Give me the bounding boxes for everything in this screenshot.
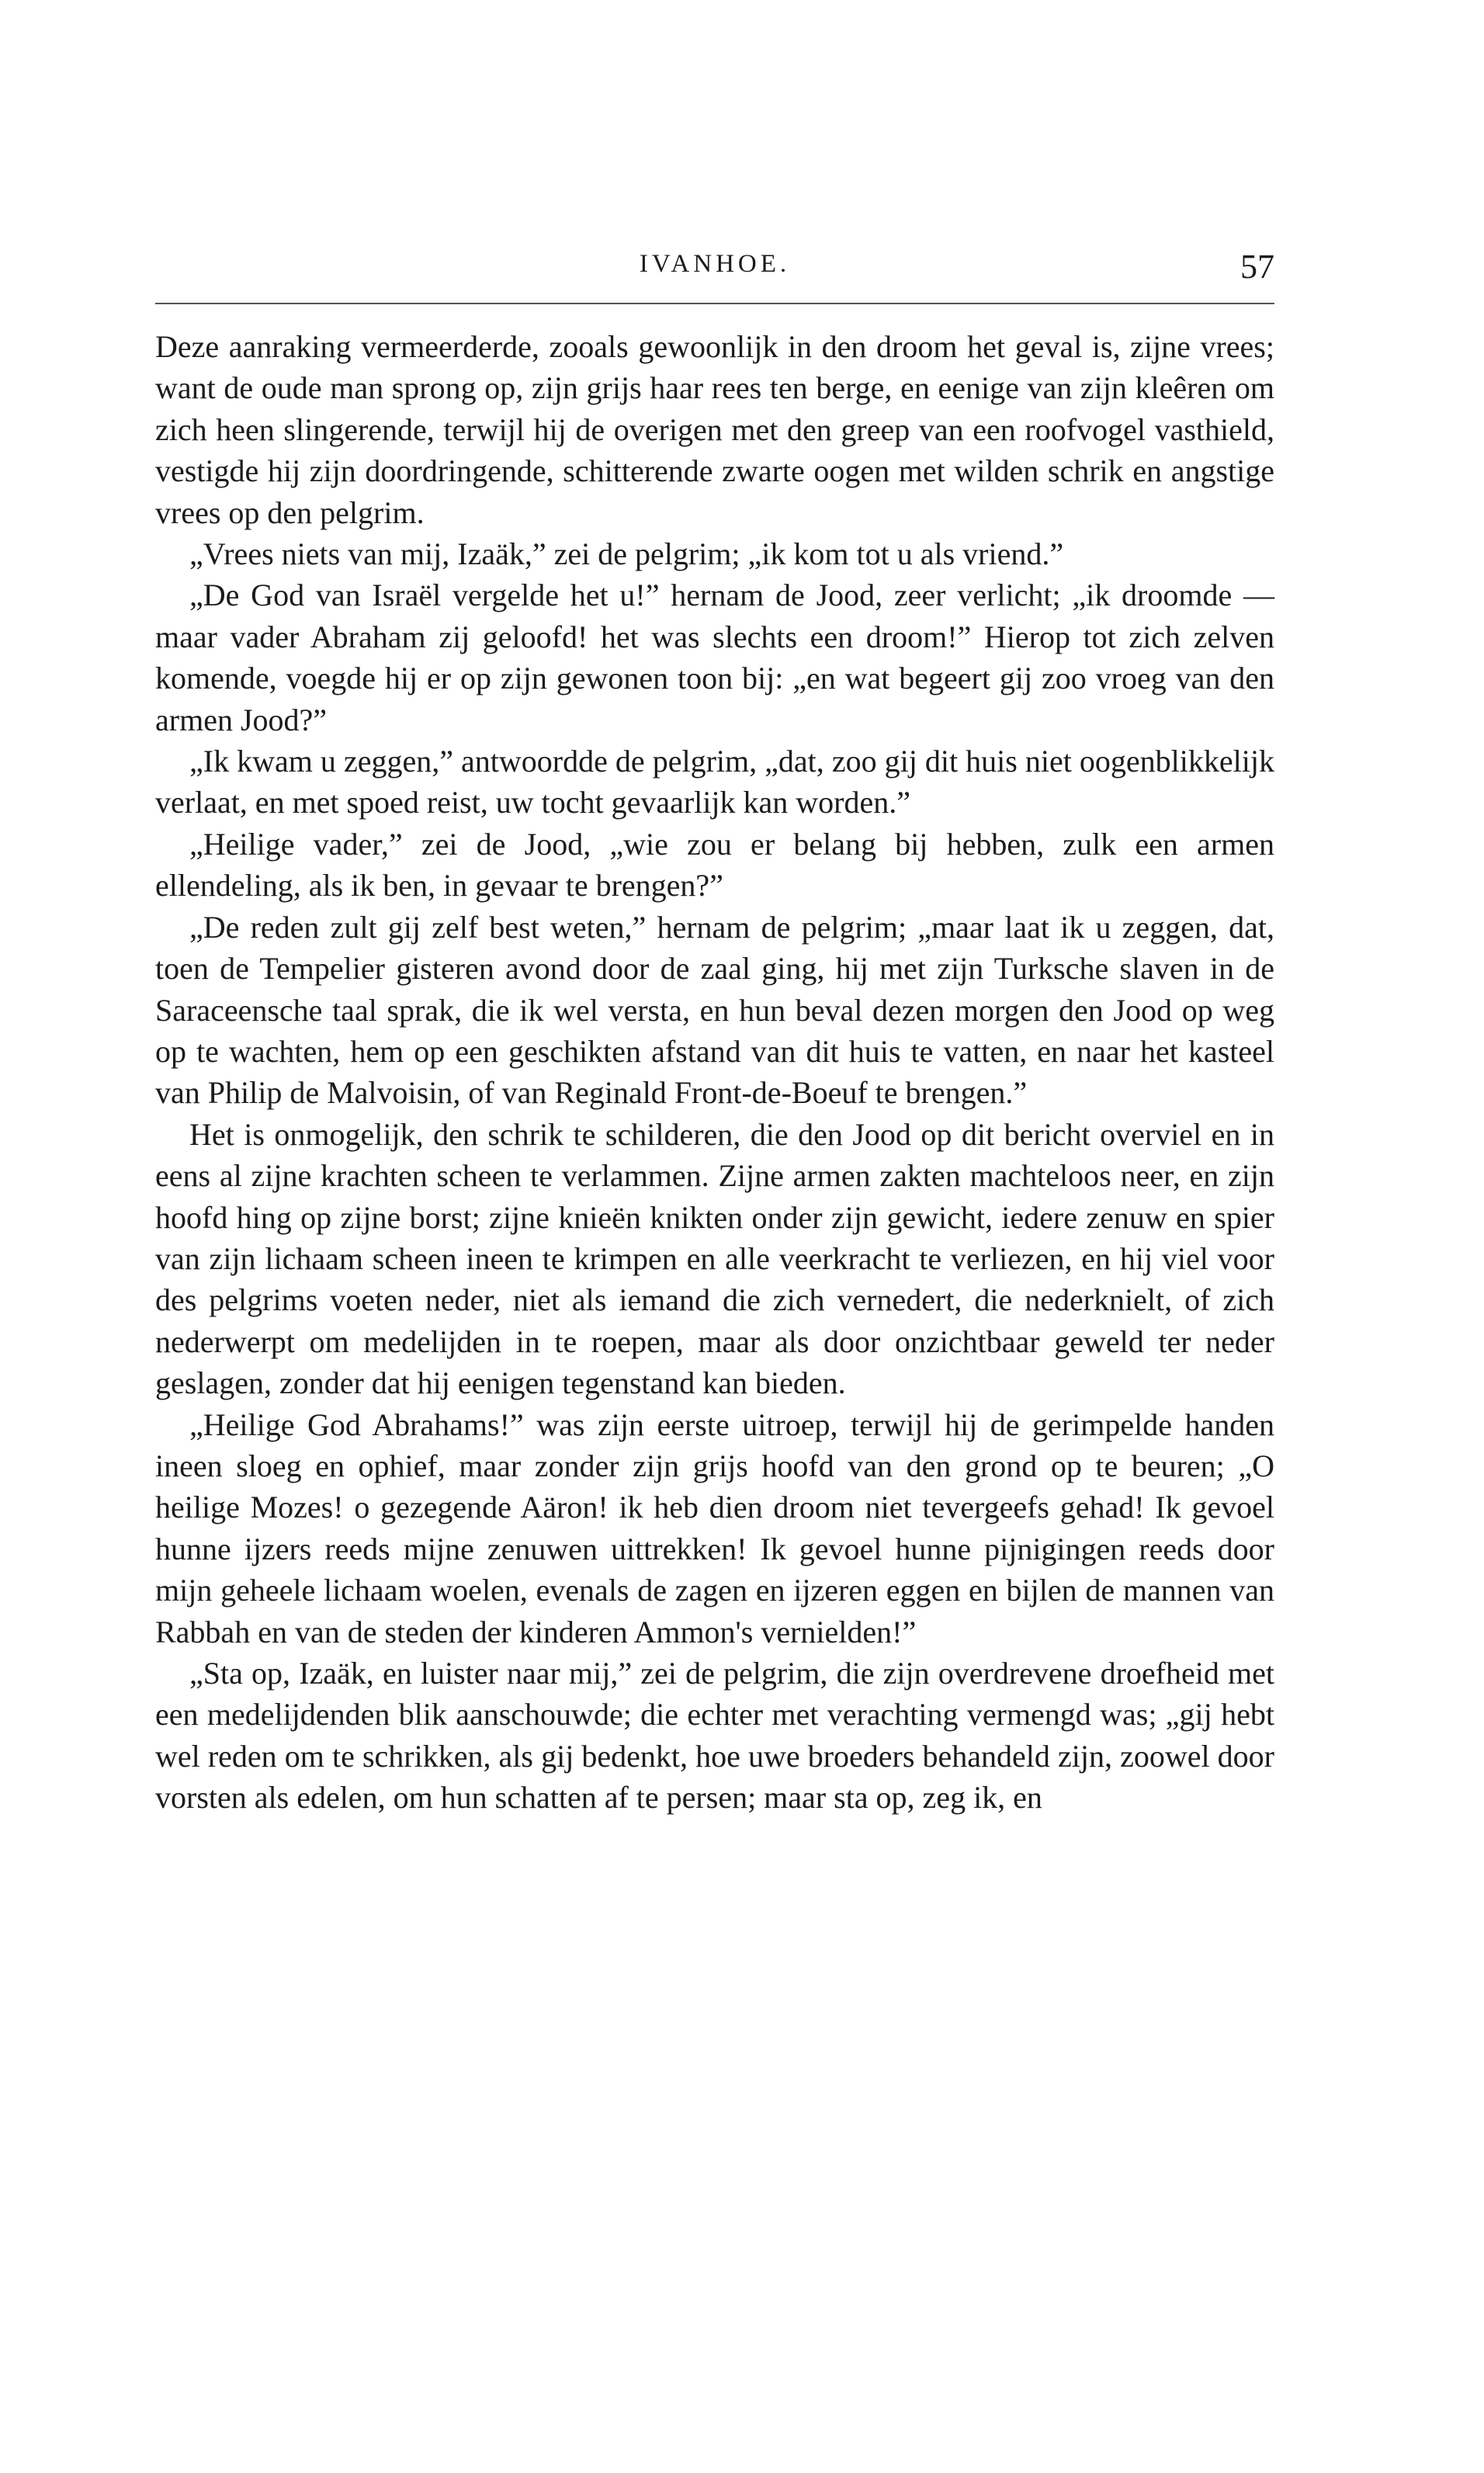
paragraph-7: Het is onmogelijk, den schrik te schilderen, die den Jood op dit bericht overviel en in eens al zijne krachten scheen te verlammen. Zijne armen zakten machteloos neer, en zijn hoofd hing op zijne borst; zijne knieën knikten onder zijn gewicht, iedere zenuw en spier van zijn lichaam scheen ineen te krimpen en alle veerkracht te verliezen, en hij viel voor des pelgrims voeten neder, niet als iemand die zich vernedert, die nederknielt, of zich nederwerpt om medelijden in te roepen, maar als door onzichtbaar geweld ter neder geslagen, zonder dat hij eenigen tegenstand kan bieden.: [155, 1116, 1274, 1401]
header-rule: [155, 303, 1274, 304]
paragraph-5: „Heilige vader,” zei de Jood, „wie zou er belang bij hebben, zulk een armen ellendeling, als ik ben, in gevaar te brengen?”: [155, 826, 1274, 904]
page-number: 57: [1240, 248, 1274, 286]
paragraph-3: „De God van Israël vergelde het u!” hernam de Jood, zeer verlicht; „ik droomde — maar vader Abraham zij geloofd! het was slechts een droom!” Hierop tot zich zelven komende, voegde hij er op zijn gewonen toon bij: „en wat begeert gij zoo vroeg van den armen Jood?”: [155, 577, 1274, 737]
paragraph-9: „Sta op, Izaäk, en luister naar mij,” zei de pelgrim, die zijn overdrevene droefheid met een medelijdenden blik aanschouwde; die echter met verachting vermengd was; „gij hebt wel reden om te schrikken, als gij bedenkt, hoe uwe broeders behandeld zijn, zoowel door vorsten als edelen, om hun schatten af te persen; maar sta op, zeg ik, en: [155, 1656, 1274, 1816]
paragraph-4: „Ik kwam u zeggen,” antwoordde de pelgrim, „dat, zoo gij dit huis niet oogenblikkelijk verlaat, en met spoed reist, uw tocht gevaarlijk kan worden.”: [155, 744, 1274, 820]
paragraph-6: „De reden zult gij zelf best weten,” hernam de pelgrim; „maar laat ik u zeggen, dat, toen de Tempelier gisteren avond door de zaal ging, hij met zijn Turksche slaven in de Saraceensche taal sprak, die ik wel versta, en hun beval dezen morgen den Jood op weg op te wachten, hem op een geschikten afstand van dit huis te vatten, en naar het kasteel van Philip de Malvoisin, of van Reginald Front-de-Boeuf te brengen.”: [155, 909, 1274, 1111]
page-header: [155, 250, 1274, 297]
body-text: [155, 326, 1274, 1819]
paragraph-2: „Vrees niets van mij, Izaäk,” zei de pelgrim; „ik kom tot u als vriend.”: [189, 536, 1064, 572]
paragraph-1: Deze aanraking vermeerderde, zooals gewoonlijk in den droom het geval is, zijne vrees; want de oude man sprong op, zijn grijs haar rees ten berge, en eenige van zijn kleêren om zich heen slingerende, terwijl hij de overigen met den greep van een roofvogel vasthield, vestigde hij zijn doordringende, schitterende zwarte oogen met wilden schrik en angstige vrees op den pelgrim.: [155, 329, 1274, 530]
paragraph-8: „Heilige God Abrahams!” was zijn eerste uitroep, terwijl hij de gerimpelde handen ineen sloeg en ophief, maar zonder zijn grijs hoofd van den grond op te beuren; „O heilige Mozes! o gezegende Aäron! ik heb dien droom niet tevergeefs gehad! Ik gevoel hunne ijzers reeds mijne zenuwen uittrekken! Ik gevoel hunne pijnigingen reeds door mijn geheele lichaam woelen, evenals de zagen en ijzeren eggen en bijlen de mannen van Rabbah en van de steden der kinderen Ammon's vernielden!”: [155, 1406, 1274, 1649]
running-title: IVANHOE.: [639, 250, 791, 278]
